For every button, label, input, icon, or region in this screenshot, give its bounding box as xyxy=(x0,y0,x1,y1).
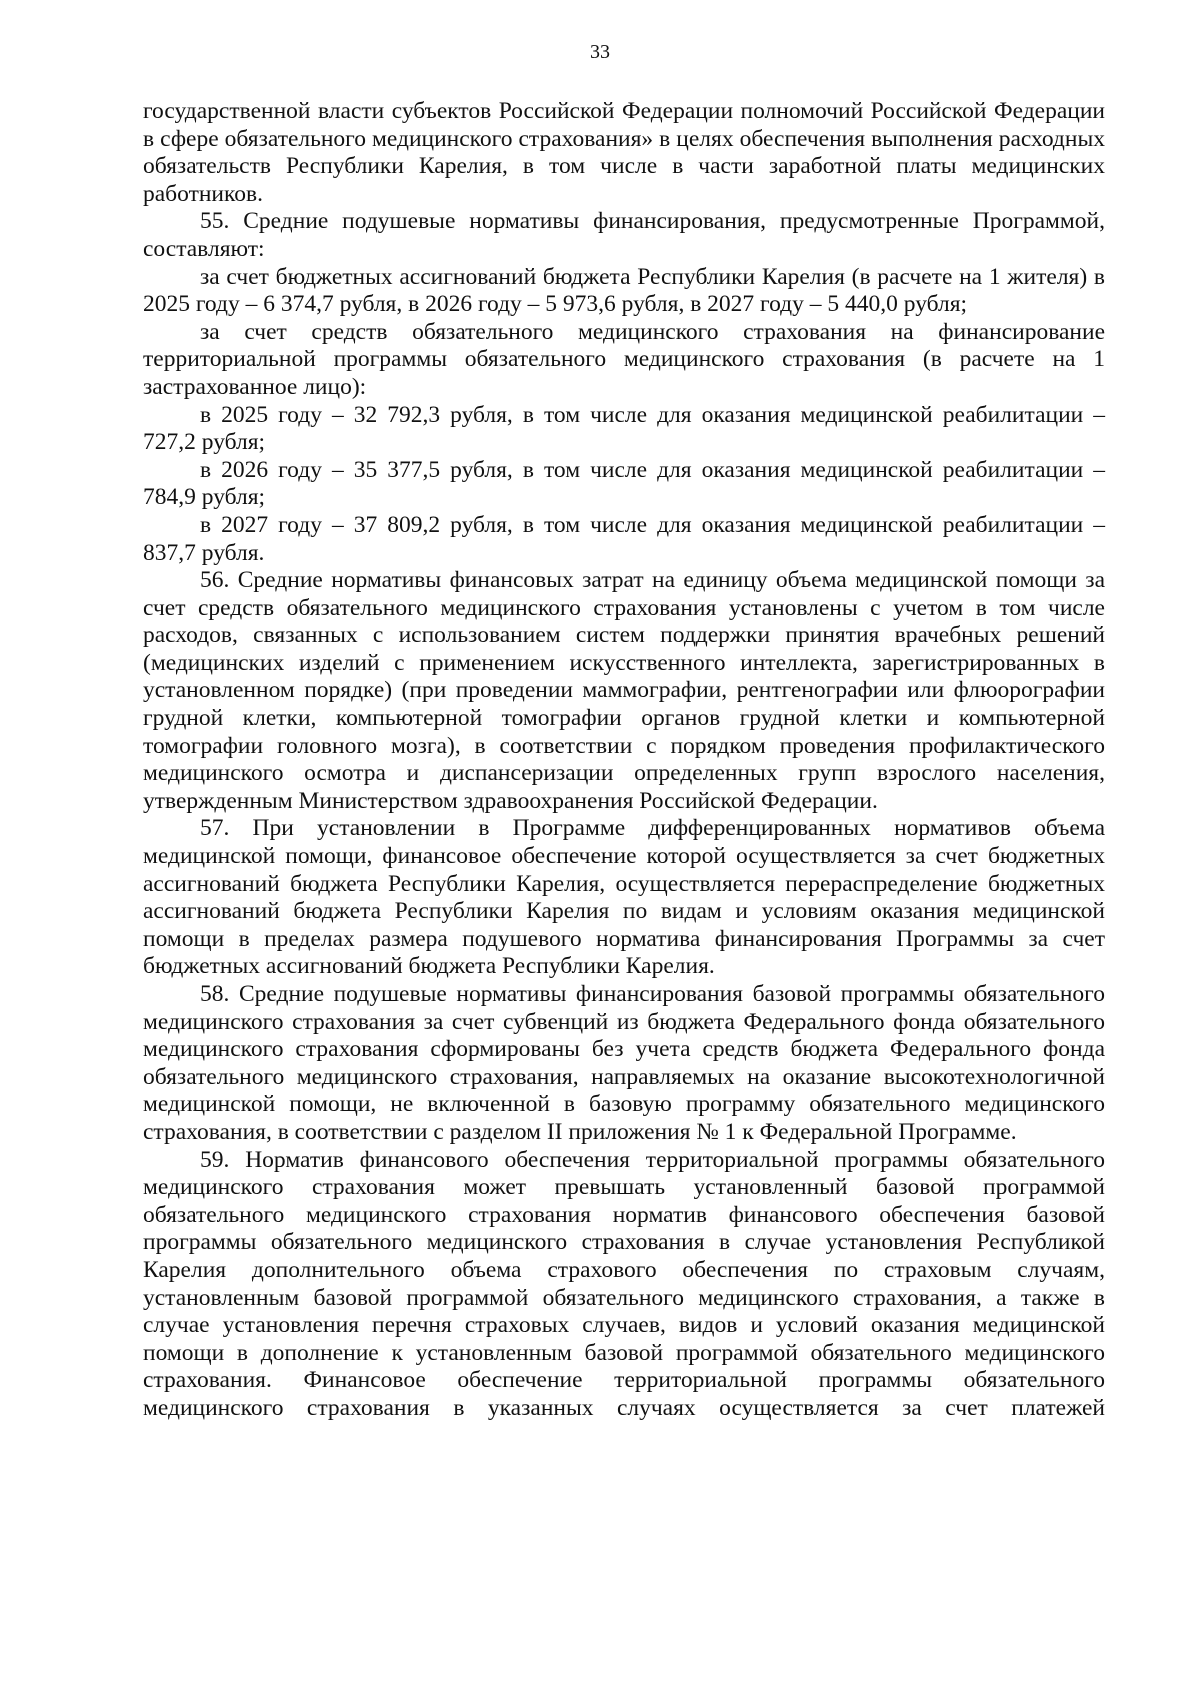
paragraph-continuation: государственной власти субъектов Российской Федерации полномочий Российской Федерации в сфере обязательного медицинского страхования» в целях обеспечения выполнения расходных обязательств Республики Карелия, в том числе в части заработной платы медицинских работников. xyxy=(143,98,1105,207)
paragraph-57: 57. При установлении в Программе дифференцированных нормативов объема медицинской помощи, финансовое обеспечение которой осуществляется за счет бюджетных ассигнований бюджета Республики Карелия, осуществляется перераспределение бюджетных ассигнований бюджета Республики Карелия по видам и условиям оказания медицинской помощи в пределах размера подушевого норматива финансирования Программы за счет бюджетных ассигнований бюджета Республики Карелия. xyxy=(143,815,1105,980)
paragraph-59: 59. Норматив финансового обеспечения территориальной программы обязательного медицинского страхования может превышать установленный базовой программой обязательного медицинского страхования норматив финансового обеспечения базовой программы обязательного медицинского страхования в случае установления Республикой Карелия дополнительного объема страхового обеспечения по страховым случаям, установленным базовой программой обязательного медицинского страхования, а также в случае установления перечня страховых случаев, видов и условий оказания медицинской помощи в дополнение к установленным базовой программой обязательного медицинского страхования. Финансовое обеспечение территориальной программы обязательного медицинского страхования в указанных случаях осуществляется за счет платежей xyxy=(143,1146,1105,1421)
paragraph-58: 58. Средние подушевые нормативы финансирования базовой программы обязательного медицинского страхования за счет субвенций из бюджета Федерального фонда обязательного медицинского страхования сформированы без учета средств бюджета Федерального фонда обязательного медицинского страхования, направляемых на оказание высокотехнологичной медицинской помощи, не включенной в базовую программу обязательного медицинского страхования, в соответствии с разделом II приложения № 1 к Федеральной Программе. xyxy=(143,981,1105,1145)
paragraph-55-year-2026: в 2026 году – 35 377,5 рубля, в том числе для оказания медицинской реабилитации – 784,9 рубля; xyxy=(143,456,1105,511)
paragraph-55-year-2025: в 2025 году – 32 792,3 рубля, в том числе для оказания медицинской реабилитации – 727,2 рубля; xyxy=(143,401,1105,456)
document-body xyxy=(143,98,1105,1423)
paragraph-55-oms-norm: за счет средств обязательного медицинского страхования на финансирование территориальной программы обязательного медицинского страхования (в расчете на 1 застрахованное лицо): xyxy=(143,318,1105,400)
paragraph-56: 56. Средние нормативы финансовых затрат на единицу объема медицинской помощи за счет средств обязательного медицинского страхования установлены с учетом в том числе расходов, связанных с использованием систем поддержки принятия врачебных решений (медицинских изделий с применением искусственного интеллекта, зарегистрированных в установленном порядке) (при проведении маммографии, рентгенографии или флюорографии грудной клетки, компьютерной томографии органов грудной клетки и компьютерной томографии головного мозга), в соответствии с порядком проведения профилактического медицинского осмотра и диспансеризации определенных групп взрослого населения, утвержденным Министерством здравоохранения Российской Федерации. xyxy=(143,567,1105,814)
page-number: 33 xyxy=(590,41,610,63)
paragraph-55-budget-norm: за счет бюджетных ассигнований бюджета Республики Карелия (в расчете на 1 жителя) в 2025 году – 6 374,7 рубля, в 2026 году – 5 973,6 рубля, в 2027 году – 5 440,0 рубля; xyxy=(143,263,1105,318)
paragraph-55: 55. Средние подушевые нормативы финансирования, предусмотренные Программой, составляют: xyxy=(143,208,1105,262)
paragraph-55-year-2027: в 2027 году – 37 809,2 рубля, в том числе для оказания медицинской реабилитации – 837,7 рубля. xyxy=(143,511,1105,566)
